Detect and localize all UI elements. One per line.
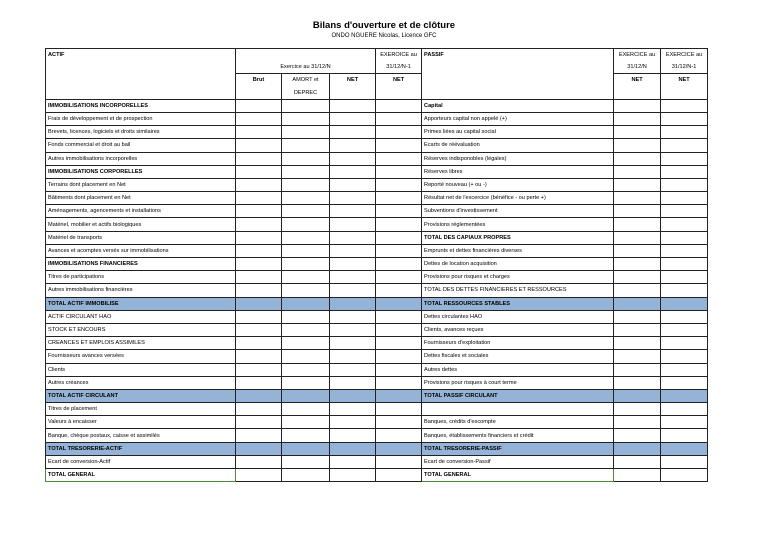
value-cell[interactable]	[661, 152, 708, 165]
actif-label: IMMOBILISATIONS INCORPORELLES	[46, 99, 236, 112]
value-cell[interactable]	[236, 416, 282, 429]
actif-label: Clients	[46, 363, 236, 376]
table-row	[46, 178, 708, 191]
value-cell[interactable]	[614, 126, 661, 139]
passif-exercice-n1-bottom: 31/12/N-1	[661, 61, 708, 74]
value-cell[interactable]	[236, 442, 282, 455]
passif-label: TOTAL GENERAL	[422, 469, 614, 482]
value-cell[interactable]	[661, 218, 708, 231]
value-cell[interactable]	[330, 337, 376, 350]
value-cell[interactable]	[376, 469, 422, 482]
value-cell[interactable]	[376, 218, 422, 231]
value-cell[interactable]	[330, 271, 376, 284]
actif-label: ACTIF CIRCULANT HAO	[46, 310, 236, 323]
passif-label: Subventions d'investissement	[422, 205, 614, 218]
table-row	[46, 455, 708, 468]
value-cell[interactable]	[661, 403, 708, 416]
passif-label: Réserves libres	[422, 165, 614, 178]
document-subtitle: ONDO NGUERE Nicolas, Licence GFC	[331, 33, 437, 39]
passif-label: TOTAL RESSOURCES STABLES	[422, 297, 614, 310]
value-cell[interactable]	[330, 310, 376, 323]
value-cell[interactable]	[282, 244, 330, 257]
value-cell[interactable]	[330, 112, 376, 125]
exercice-n1-header-bottom: 31/12/N-1	[376, 61, 422, 74]
value-cell[interactable]	[236, 205, 282, 218]
value-cell[interactable]	[661, 469, 708, 482]
value-cell[interactable]	[376, 337, 422, 350]
passif-label: Provisions pour risques et charges	[422, 271, 614, 284]
header-row-1	[46, 49, 708, 62]
value-cell[interactable]	[236, 429, 282, 442]
actif-label: TOTAL ACTIF IMMOBILISE	[46, 297, 236, 310]
net-header: NET	[330, 74, 376, 87]
value-cell[interactable]	[376, 429, 422, 442]
passif-label: Fournisseurs d'exploitation	[422, 337, 614, 350]
value-cell[interactable]	[661, 192, 708, 205]
passif-label: Réserves indisponobles (légales)	[422, 152, 614, 165]
value-cell[interactable]	[330, 455, 376, 468]
value-cell[interactable]	[282, 310, 330, 323]
value-cell[interactable]	[236, 337, 282, 350]
value-cell[interactable]	[330, 284, 376, 297]
value-cell[interactable]	[376, 323, 422, 336]
value-cell[interactable]	[661, 376, 708, 389]
value-cell[interactable]	[376, 152, 422, 165]
value-cell[interactable]	[236, 99, 282, 112]
actif-label: IMMOBILISATIONS CORPORELLES	[46, 165, 236, 178]
value-cell[interactable]	[282, 231, 330, 244]
value-cell[interactable]	[614, 297, 661, 310]
value-cell[interactable]	[236, 231, 282, 244]
passif-exercice-n-bottom: 31/12/N	[614, 61, 661, 74]
table-row	[46, 152, 708, 165]
value-cell[interactable]	[661, 310, 708, 323]
value-cell[interactable]	[614, 389, 661, 402]
passif-label: Provisions pour risques à court terme	[422, 376, 614, 389]
value-cell[interactable]	[282, 416, 330, 429]
value-cell[interactable]	[661, 244, 708, 257]
value-cell[interactable]	[282, 389, 330, 402]
passif-label: Capital	[422, 99, 614, 112]
value-cell[interactable]	[236, 139, 282, 152]
actif-label: IMMOBILISATIONS FINANCIERES	[46, 258, 236, 271]
passif-label: Autres dettes	[422, 363, 614, 376]
actif-header: ACTIF	[46, 49, 236, 62]
value-cell[interactable]	[330, 192, 376, 205]
actif-label: Titres de placement	[46, 403, 236, 416]
value-cell[interactable]	[614, 469, 661, 482]
value-cell[interactable]	[282, 152, 330, 165]
actif-label: Banque, chèque postaux, caisse et assimilés	[46, 429, 236, 442]
value-cell[interactable]	[376, 403, 422, 416]
value-cell[interactable]	[330, 99, 376, 112]
value-cell[interactable]	[236, 323, 282, 336]
passif-label: Apporteurs capital non appelé (+)	[422, 112, 614, 125]
value-cell[interactable]	[661, 165, 708, 178]
actif-label: Aménagements, agencements et installations	[46, 205, 236, 218]
value-cell[interactable]	[330, 469, 376, 482]
actif-label: Fournisseurs avances versées	[46, 350, 236, 363]
value-cell[interactable]	[614, 442, 661, 455]
value-cell[interactable]	[282, 442, 330, 455]
value-cell[interactable]	[330, 165, 376, 178]
value-cell[interactable]	[376, 139, 422, 152]
table-row	[46, 297, 708, 310]
passif-label: TOTAL TRESORERIE-PASSIF	[422, 442, 614, 455]
table-row	[46, 389, 708, 402]
passif-label: Dettes de location acquisition	[422, 258, 614, 271]
table-row	[46, 244, 708, 257]
amort-header-bottom: DEPREC	[282, 87, 330, 100]
value-cell[interactable]	[330, 258, 376, 271]
value-cell[interactable]	[282, 284, 330, 297]
value-cell[interactable]	[330, 363, 376, 376]
value-cell[interactable]	[236, 310, 282, 323]
value-cell[interactable]	[282, 363, 330, 376]
passif-exercice-n-top: EXERCICE au	[614, 49, 661, 62]
value-cell[interactable]	[614, 350, 661, 363]
table-row	[46, 376, 708, 389]
value-cell[interactable]	[614, 244, 661, 257]
value-cell[interactable]	[661, 323, 708, 336]
value-cell[interactable]	[661, 337, 708, 350]
passif-label: Provisions réglementées	[422, 218, 614, 231]
value-cell[interactable]	[236, 271, 282, 284]
value-cell[interactable]	[282, 192, 330, 205]
value-cell[interactable]	[376, 416, 422, 429]
table-row	[46, 310, 708, 323]
value-cell[interactable]	[376, 244, 422, 257]
value-cell[interactable]	[661, 455, 708, 468]
passif-header: PASSIF	[422, 49, 614, 62]
value-cell[interactable]	[614, 178, 661, 191]
value-cell[interactable]	[661, 178, 708, 191]
table-row	[46, 258, 708, 271]
value-cell[interactable]	[282, 165, 330, 178]
value-cell[interactable]	[614, 455, 661, 468]
passif-label	[422, 403, 614, 416]
value-cell[interactable]	[236, 258, 282, 271]
value-cell[interactable]	[282, 139, 330, 152]
actif-label: Valeurs à encaisser	[46, 416, 236, 429]
value-cell[interactable]	[376, 271, 422, 284]
value-cell[interactable]	[330, 231, 376, 244]
header-row-4	[46, 87, 708, 100]
actif-label: CREANCES ET EMPLOIS ASSIMILES	[46, 337, 236, 350]
value-cell[interactable]	[376, 231, 422, 244]
value-cell[interactable]	[614, 376, 661, 389]
value-cell[interactable]	[282, 112, 330, 125]
value-cell[interactable]	[330, 139, 376, 152]
passif-label: Dettes fiscales et sociales	[422, 350, 614, 363]
value-cell[interactable]	[376, 178, 422, 191]
value-cell[interactable]	[661, 271, 708, 284]
actif-label: TOTAL TRESORERIE-ACTIF	[46, 442, 236, 455]
value-cell[interactable]	[661, 112, 708, 125]
passif-label: TOTAL PASSIF CIRCULANT	[422, 389, 614, 402]
value-cell[interactable]	[282, 205, 330, 218]
value-cell[interactable]	[236, 297, 282, 310]
value-cell[interactable]	[376, 310, 422, 323]
value-cell[interactable]	[661, 284, 708, 297]
table-row	[46, 192, 708, 205]
value-cell[interactable]	[614, 152, 661, 165]
actif-label: Matériel de transports	[46, 231, 236, 244]
actif-label: TOTAL GENERAL	[46, 469, 236, 482]
passif-label: TOTAL DES DETTES FINANCIERES ET RESSOURCES	[422, 284, 614, 297]
value-cell[interactable]	[330, 323, 376, 336]
actif-label: Ecart de conversion-Actif	[46, 455, 236, 468]
value-cell[interactable]	[282, 297, 330, 310]
actif-label: TOTAL ACTIF CIRCULANT	[46, 389, 236, 402]
table-row	[46, 363, 708, 376]
value-cell[interactable]	[376, 455, 422, 468]
value-cell[interactable]	[236, 178, 282, 191]
passif-label: Clients, avances reçues	[422, 323, 614, 336]
value-cell[interactable]	[282, 323, 330, 336]
passif-label: Primes liées au capital social	[422, 126, 614, 139]
value-cell[interactable]	[376, 205, 422, 218]
value-cell[interactable]	[330, 218, 376, 231]
value-cell[interactable]	[330, 376, 376, 389]
value-cell[interactable]	[236, 192, 282, 205]
value-cell[interactable]	[236, 152, 282, 165]
value-cell[interactable]	[614, 231, 661, 244]
passif-label: TOTAL DES CAPIAUX PROPRES	[422, 231, 614, 244]
value-cell[interactable]	[614, 429, 661, 442]
table-row	[46, 284, 708, 297]
value-cell[interactable]	[614, 99, 661, 112]
value-cell[interactable]	[661, 205, 708, 218]
balance-sheet-table	[45, 48, 708, 482]
actif-label: Terrains dont placement en Net	[46, 178, 236, 191]
actif-label: Bâtiments dont placement en Net	[46, 192, 236, 205]
value-cell[interactable]	[661, 231, 708, 244]
value-cell[interactable]	[376, 258, 422, 271]
value-cell[interactable]	[376, 112, 422, 125]
value-cell[interactable]	[614, 165, 661, 178]
value-cell[interactable]	[376, 165, 422, 178]
value-cell[interactable]	[614, 271, 661, 284]
table-row	[46, 323, 708, 336]
passif-label: Résultat net de l'excercice (bénéfice - ou perte +)	[422, 192, 614, 205]
value-cell[interactable]	[614, 284, 661, 297]
value-cell[interactable]	[614, 323, 661, 336]
value-cell[interactable]	[236, 218, 282, 231]
value-cell[interactable]	[236, 389, 282, 402]
passif-label: Banques, crédits d'escompte	[422, 416, 614, 429]
value-cell[interactable]	[614, 258, 661, 271]
value-cell[interactable]	[330, 205, 376, 218]
table-row	[46, 205, 708, 218]
table-row	[46, 139, 708, 152]
value-cell[interactable]	[330, 178, 376, 191]
value-cell[interactable]	[661, 350, 708, 363]
value-cell[interactable]	[614, 218, 661, 231]
value-cell[interactable]	[282, 178, 330, 191]
value-cell[interactable]	[282, 337, 330, 350]
table-row	[46, 350, 708, 363]
value-cell[interactable]	[282, 376, 330, 389]
actif-label: Matériel, mobilier et actifs biologiques	[46, 218, 236, 231]
brut-header: Brut	[236, 74, 282, 87]
value-cell[interactable]	[236, 455, 282, 468]
value-cell[interactable]	[614, 416, 661, 429]
value-cell[interactable]	[376, 192, 422, 205]
value-cell[interactable]	[661, 363, 708, 376]
value-cell[interactable]	[282, 469, 330, 482]
table-row	[46, 218, 708, 231]
header-row-2	[46, 61, 708, 74]
passif-label: Banques, établissements financiers et crédit	[422, 429, 614, 442]
value-cell[interactable]	[376, 376, 422, 389]
document-title: Bilans d'ouverture et de clôture	[312, 20, 456, 31]
table-row	[46, 99, 708, 112]
value-cell[interactable]	[330, 126, 376, 139]
value-cell[interactable]	[376, 284, 422, 297]
value-cell[interactable]	[236, 469, 282, 482]
value-cell[interactable]	[236, 403, 282, 416]
table-row	[46, 429, 708, 442]
actif-label: Fonds commercial et droit au bail	[46, 139, 236, 152]
passif-label: Reporté nouveau (+ ou -)	[422, 178, 614, 191]
value-cell[interactable]	[330, 429, 376, 442]
value-cell[interactable]	[330, 442, 376, 455]
value-cell[interactable]	[614, 112, 661, 125]
value-cell[interactable]	[614, 192, 661, 205]
value-cell[interactable]	[376, 442, 422, 455]
actif-label: Brevets, licences, logiciels et droits similaires	[46, 126, 236, 139]
value-cell[interactable]	[614, 139, 661, 152]
value-cell[interactable]	[330, 416, 376, 429]
table-row	[46, 416, 708, 429]
value-cell[interactable]	[376, 126, 422, 139]
value-cell[interactable]	[614, 310, 661, 323]
passif-label: Emprunts et dettes financières diverses	[422, 244, 614, 257]
value-cell[interactable]	[614, 337, 661, 350]
value-cell[interactable]	[330, 403, 376, 416]
exercice-n1-header-top: EXEROICE au	[376, 49, 422, 62]
actif-label: STOCK ET ENCOURS	[46, 323, 236, 336]
value-cell[interactable]	[282, 429, 330, 442]
value-cell[interactable]	[236, 244, 282, 257]
value-cell[interactable]	[330, 389, 376, 402]
passif-label: Dettes circulantes HAO	[422, 310, 614, 323]
value-cell[interactable]	[236, 376, 282, 389]
value-cell[interactable]	[376, 363, 422, 376]
exercice-range-header: Exercice au 31/12/N	[236, 61, 376, 74]
passif-label: Ecarts de réévaluation	[422, 139, 614, 152]
value-cell[interactable]	[376, 297, 422, 310]
value-cell[interactable]	[661, 139, 708, 152]
value-cell[interactable]	[330, 350, 376, 363]
value-cell[interactable]	[661, 126, 708, 139]
value-cell[interactable]	[330, 152, 376, 165]
actif-label: Frais de développement et de prospection	[46, 112, 236, 125]
value-cell[interactable]	[661, 99, 708, 112]
table-row	[46, 442, 708, 455]
value-cell[interactable]	[661, 442, 708, 455]
header-row-3	[46, 74, 708, 87]
value-cell[interactable]	[614, 205, 661, 218]
table-row	[46, 271, 708, 284]
value-cell[interactable]	[661, 389, 708, 402]
value-cell[interactable]	[376, 99, 422, 112]
value-cell[interactable]	[282, 350, 330, 363]
value-cell[interactable]	[282, 258, 330, 271]
table-row	[46, 231, 708, 244]
table-row	[46, 126, 708, 139]
table-row	[46, 403, 708, 416]
amort-header-top: AMORT et	[282, 74, 330, 87]
value-cell[interactable]	[614, 363, 661, 376]
value-cell[interactable]	[330, 297, 376, 310]
passif-label: Ecart de conversion-Passif	[422, 455, 614, 468]
table-row	[46, 469, 708, 482]
actif-label: Autres immobilisations incorporelles	[46, 152, 236, 165]
table-row	[46, 165, 708, 178]
value-cell[interactable]	[376, 389, 422, 402]
value-cell[interactable]	[236, 350, 282, 363]
passif-net-n1-header: NET	[661, 74, 708, 87]
value-cell[interactable]	[282, 403, 330, 416]
table-row	[46, 337, 708, 350]
value-cell[interactable]	[661, 429, 708, 442]
actif-label: Autres créances	[46, 376, 236, 389]
actif-label: Avances et acomptes versés sur immobilisations	[46, 244, 236, 257]
value-cell[interactable]	[330, 244, 376, 257]
value-cell[interactable]	[282, 455, 330, 468]
value-cell[interactable]	[282, 99, 330, 112]
value-cell[interactable]	[282, 271, 330, 284]
value-cell[interactable]	[661, 258, 708, 271]
actif-label: Autres immobilisations financières	[46, 284, 236, 297]
value-cell[interactable]	[282, 126, 330, 139]
value-cell[interactable]	[236, 165, 282, 178]
table-row	[46, 112, 708, 125]
value-cell[interactable]	[236, 112, 282, 125]
actif-label: Titres de participations	[46, 271, 236, 284]
value-cell[interactable]	[236, 126, 282, 139]
value-cell[interactable]	[376, 350, 422, 363]
net-n1-header: NET	[376, 74, 422, 87]
value-cell[interactable]	[661, 297, 708, 310]
passif-exercice-n1-top: EXERCICE au	[661, 49, 708, 62]
value-cell[interactable]	[236, 284, 282, 297]
passif-net-header: NET	[614, 74, 661, 87]
value-cell[interactable]	[236, 363, 282, 376]
value-cell[interactable]	[614, 403, 661, 416]
value-cell[interactable]	[661, 416, 708, 429]
value-cell[interactable]	[282, 218, 330, 231]
